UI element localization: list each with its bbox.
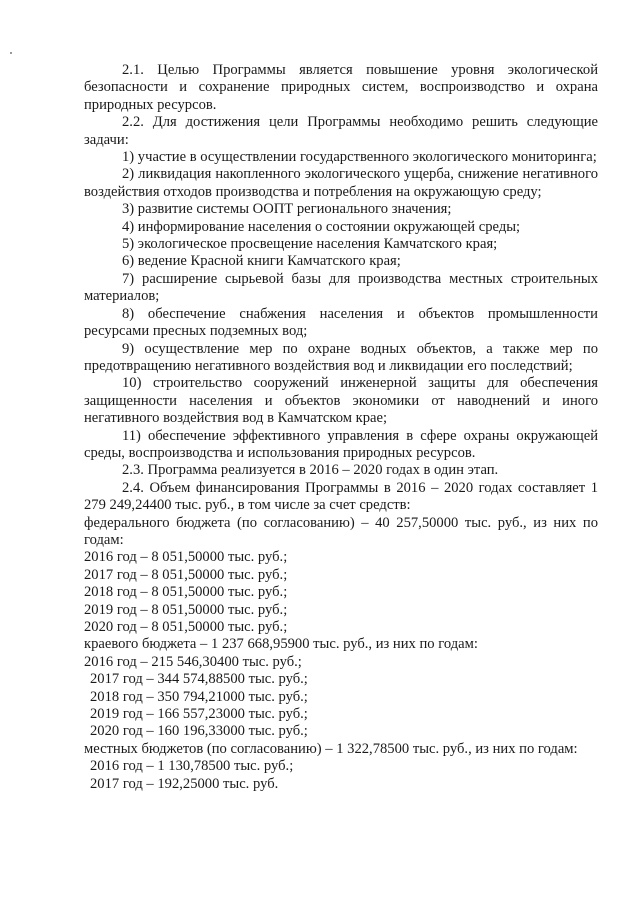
federal-budget-year: 2019 год – 8 051,50000 тыс. руб.; [84, 601, 288, 618]
regional-budget-year: 2017 год – 344 574,88500 тыс. руб.; [90, 671, 308, 688]
task-item-7: 7) расширение сырьевой базы для производства местных строительных материалов; [84, 270, 598, 305]
task-item-8: 8) обеспечение снабжения населения и объектов промышленности ресурсами пресных подземных вод; [84, 305, 598, 340]
federal-budget-total: федерального бюджета (по согласованию) – 40 257,50000 тыс. руб., из них по годам: [84, 514, 598, 548]
paragraph-2-1: 2.1. Целью Программы является повышение уровня экологической безопасности и сохранение природных систем, воспроизводство и охрана природных ресурсов. [84, 62, 598, 113]
federal-budget-year: 2020 год – 8 051,50000 тыс. руб.; [84, 619, 288, 635]
regional-budget-year: 2019 год – 166 557,23000 тыс. руб.; [90, 706, 308, 723]
task-item-2: 2) ликвидация накопленного экологического ущерба, снижение негативного воздействия отходов производства и потребления на окружающую среду; [84, 166, 598, 200]
scan-mark [10, 52, 12, 54]
local-budget-year: 2017 год – 192,25000 тыс. руб. [90, 775, 279, 792]
local-budget-year: 2016 год – 1 130,78500 тыс. руб.; [90, 758, 294, 775]
paragraph-2-3: 2.3. Программа реализуется в 2016 – 2020 годах в один этап. [122, 462, 499, 479]
federal-budget-year: 2018 год – 8 051,50000 тыс. руб.; [84, 584, 288, 601]
task-item-5: 5) экологическое просвещение населения Камчатского края; [122, 236, 498, 253]
paragraph-2-2: 2.2. Для достижения цели Программы необходимо решить следующие задачи: [84, 114, 598, 148]
local-budget-total: местных бюджетов (по согласованию) – 1 322,78500 тыс. руб., из них по годам: [84, 740, 578, 757]
regional-budget-year: 2016 год – 215 546,30400 тыс. руб.; [84, 653, 302, 670]
paragraph-2-4: 2.4. Объем финансирования Программы в 2016 – 2020 годах составляет 1 279 249,24400 тыс. руб., в том числе за счет средств: [84, 479, 598, 514]
task-item-4: 4) информирование населения о состоянии окружающей среды; [122, 218, 521, 235]
task-item-3: 3) развитие системы ООПТ регионального значения; [122, 201, 452, 218]
regional-budget-total: краевого бюджета – 1 237 668,95900 тыс. руб., из них по годам: [84, 636, 478, 653]
task-item-9: 9) осуществление мер по охране водных объектов, а также мер по предотвращению негативного воздействия вод и ликвидации его последствий; [84, 340, 598, 374]
task-item-1: 1) участие в осуществлении государственного экологического мониторинга; [122, 149, 597, 166]
task-item-6: 6) ведение Красной книги Камчатского края; [122, 253, 401, 270]
regional-budget-year: 2020 год – 160 196,33000 тыс. руб.; [90, 723, 308, 740]
document-body [84, 62, 598, 793]
federal-budget-year: 2017 год – 8 051,50000 тыс. руб.; [84, 566, 288, 583]
task-item-11: 11) обеспечение эффективного управления в сфере охраны окружающей среды, воспроизводства и использования природных ресурсов. [84, 427, 598, 461]
regional-budget-year: 2018 год – 350 794,21000 тыс. руб.; [90, 688, 308, 705]
task-item-10: 10) строительство сооружений инженерной защиты для обеспечения защищенности населения и объектов экономики от наводнений и иного негативного воздействия вод в Камчатском крае; [84, 375, 598, 427]
federal-budget-year: 2016 год – 8 051,50000 тыс. руб.; [84, 549, 288, 566]
